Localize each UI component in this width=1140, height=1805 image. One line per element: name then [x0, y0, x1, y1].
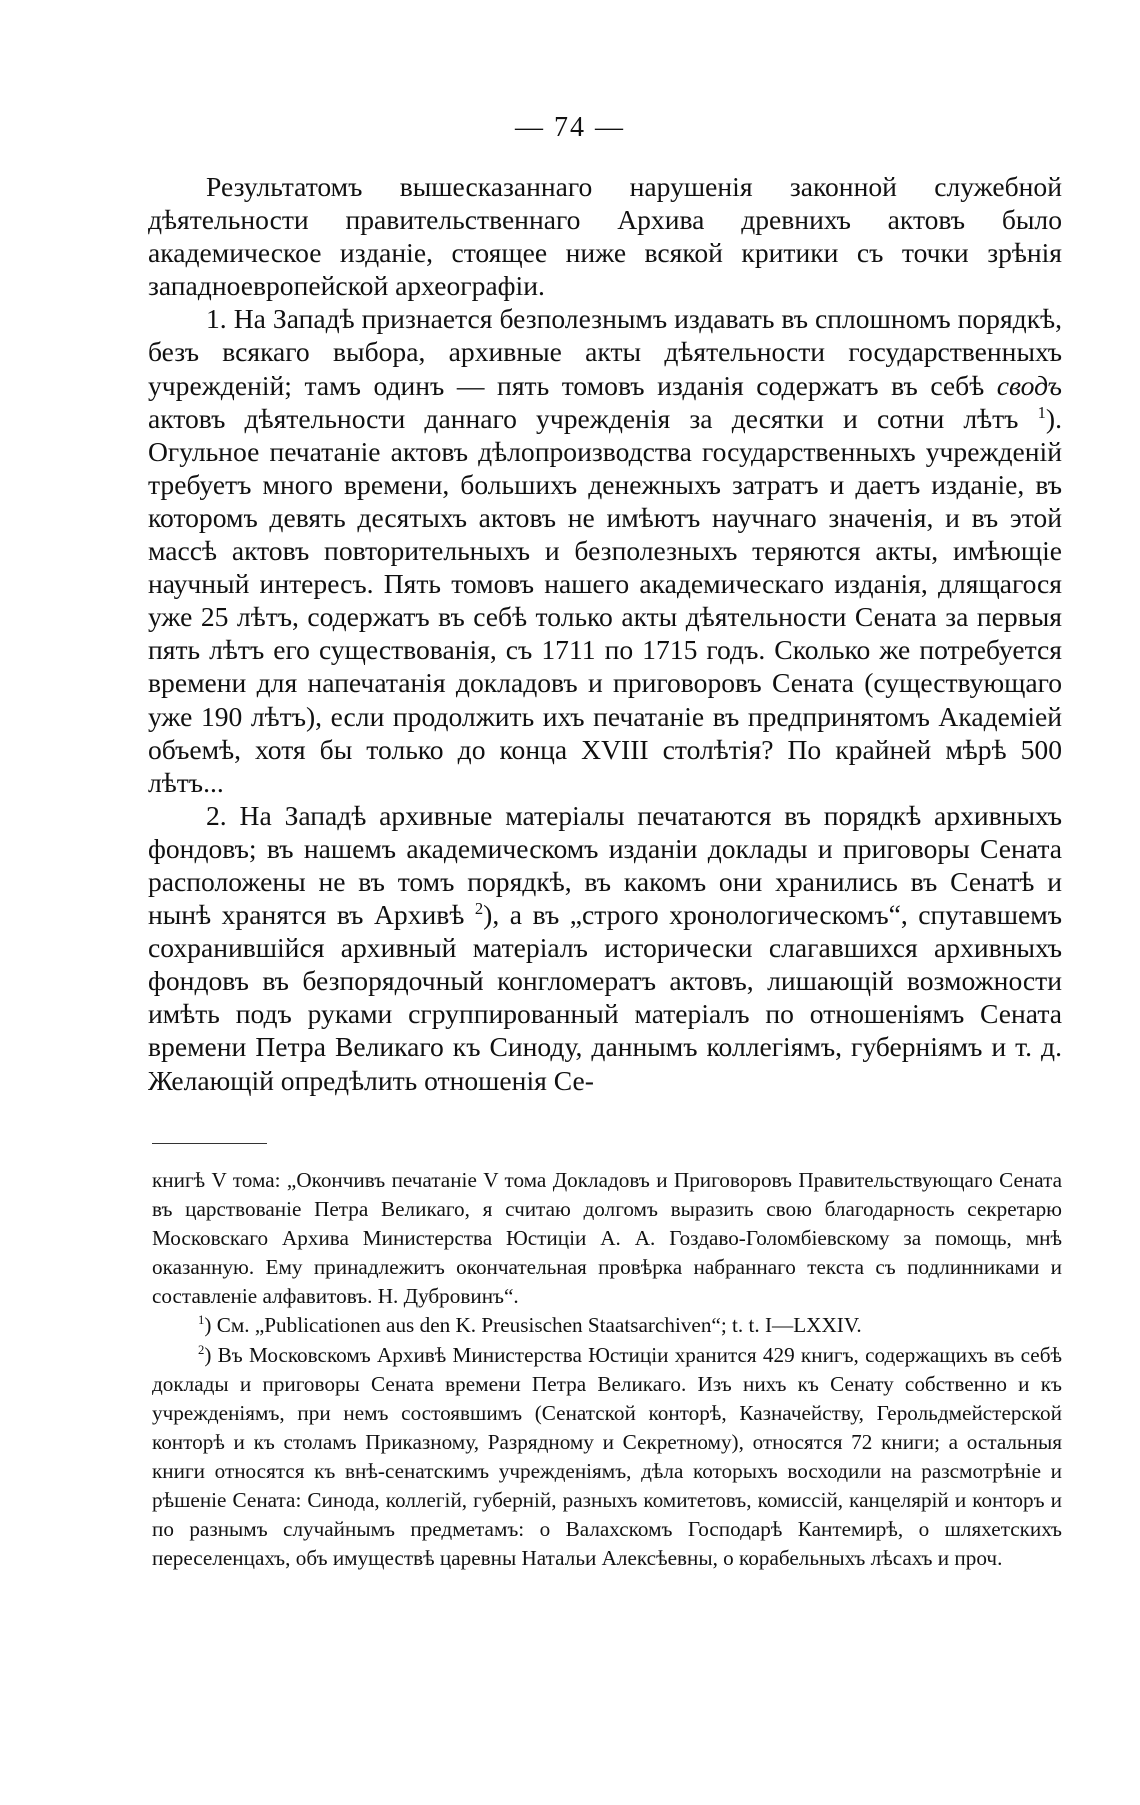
- paragraph-1: [148, 302, 1062, 798]
- footnote-2-text: ) Въ Московскомъ Архивѣ Министерства Юстиціи хранится 429 книгъ, содержащихъ въ себѣ доклады и приговоры Сената времени Петра Великаго. Изъ нихъ къ Сенату собственно и къ учрежденіямъ, при немъ состоявшимъ (Сенатской конторѣ, Казначейству, Герольдмейстерской конторѣ и къ столамъ Приказному, Разрядному и Секретному), относятся 72 книги; а остальныя книги относятся къ внѣ-сенатскимъ учрежденіямъ, дѣла которыхъ восходили на разсмотрѣніе и рѣшеніе Сената: Синода, коллегій, губерній, разныхъ комитетовъ, комиссій, канцелярій и конторъ и по разнымъ случайнымъ предметамъ: о Валахскомъ Господарѣ Кантемирѣ, о шляхетскихъ переселенцахъ, объ имуществѣ царевны Натальи Алексѣевны, о корабельныхъ лѣсахъ и проч.: [152, 1342, 1062, 1571]
- footnote-2-mark: 2: [198, 1342, 205, 1357]
- footnote-2: [152, 1341, 1062, 1574]
- paragraph-1-text-b: актовъ дѣятельности даннаго учрежденія за десятки и сотни лѣтъ: [148, 402, 1019, 434]
- paragraph-2: [148, 799, 1062, 1097]
- footnote-ref-1[interactable]: 1: [1037, 402, 1046, 422]
- emphasis-svod: сводъ: [996, 369, 1062, 401]
- paragraph-2-text-a: 2. На Западѣ архивные матеріалы печатаются въ порядкѣ архивныхъ фондовъ; въ нашемъ академическомъ изданіи доклады и приговоры Сената расположены не въ томъ порядкѣ, въ какомъ они хранились въ Сенатѣ и нынѣ хранятся въ Архивѣ: [148, 799, 1062, 931]
- page-number: — 74 —: [515, 112, 625, 143]
- footnote-ref-2[interactable]: 2: [474, 898, 484, 918]
- footnotes: [152, 1166, 1062, 1573]
- paragraph-2-text-b: ), а въ „строго хронологическомъ“, спутавшемъ сохранившійся архивный матеріалъ исторически слагавшихся архивныхъ фондовъ въ безпорядочный конгломератъ актовъ, лишающій возможности имѣть подъ руками сгруппированный матеріалъ по отношеніямъ Сената времени Петра Великаго къ Синоду, даннымъ коллегіямъ, губерніямъ и т. д. Желающій опредѣлить отношенія Се-: [148, 899, 1063, 1096]
- paragraph-intro: Результатомъ вышесказаннаго нарушенія законной служебной дѣятельности правительственнаго Архива древнихъ актовъ было академическое изданіе, стоящее ниже всякой критики съ точки зрѣнія западноевропейской археографіи.: [148, 171, 1062, 302]
- footnote-1-text: ) См. „Publicationen aus den K. Preusischen Staatsarchiven“; t. t. I—LXXIV.: [204, 1313, 862, 1338]
- paragraph-1-text-a: 1. На Западѣ признается безполезнымъ издавать въ сплошномъ порядкѣ, безъ всякаго выбора, архивные акты дѣятельности государственныхъ учрежденій; тамъ одинъ — пять томовъ изданія содержатъ въ себѣ: [148, 303, 1062, 401]
- footnote-1: [152, 1311, 1062, 1340]
- footnote-continuation: книгѣ V тома: „Окончивъ печатаніе V тома Докладовъ и Приговоровъ Правительствующаго Сената въ царствованіе Петра Великаго, я считаю долгомъ выразить свою благодарность секретарю Московскаго Архива Министерства Юстиціи А. А. Гоздаво-Голомбіевскому за помощь, мнѣ оказанную. Ему принадлежитъ окончательная провѣрка набраннаго текста съ подлинниками и составленіе алфавитовъ. Н. Дубровинъ“.: [152, 1168, 1062, 1309]
- footnote-1-mark: 1: [198, 1313, 205, 1328]
- footnote-divider: [152, 1143, 267, 1144]
- paragraph-1-text-c: ). Огульное печатаніе актовъ дѣлопроизводства государственныхъ учрежденій требуетъ много времени, большихъ денежныхъ затратъ и даетъ изданіе, въ которомъ девять десятыхъ актовъ не имѣютъ научнаго значенія, и въ этой массѣ актовъ повторительныхъ и безполезныхъ теряются акты, имѣющіе научный интересъ. Пять томовъ нашего академическаго изданія, длящагося уже 25 лѣтъ, содержатъ въ себѣ только акты дѣятельности Сената за первыя пять лѣтъ его существованія, съ 1711 по 1715 годъ. Сколько же потребуется времени для напечатанія докладовъ и приговоровъ Сената (существующаго уже 190 лѣтъ), если продолжить ихъ печатаніе въ предпринятомъ Академіей объемѣ, хотя бы только до конца XVIII столѣтія? По крайней мѣрѣ 500 лѣтъ...: [148, 402, 1062, 798]
- main-text: [148, 170, 1062, 1097]
